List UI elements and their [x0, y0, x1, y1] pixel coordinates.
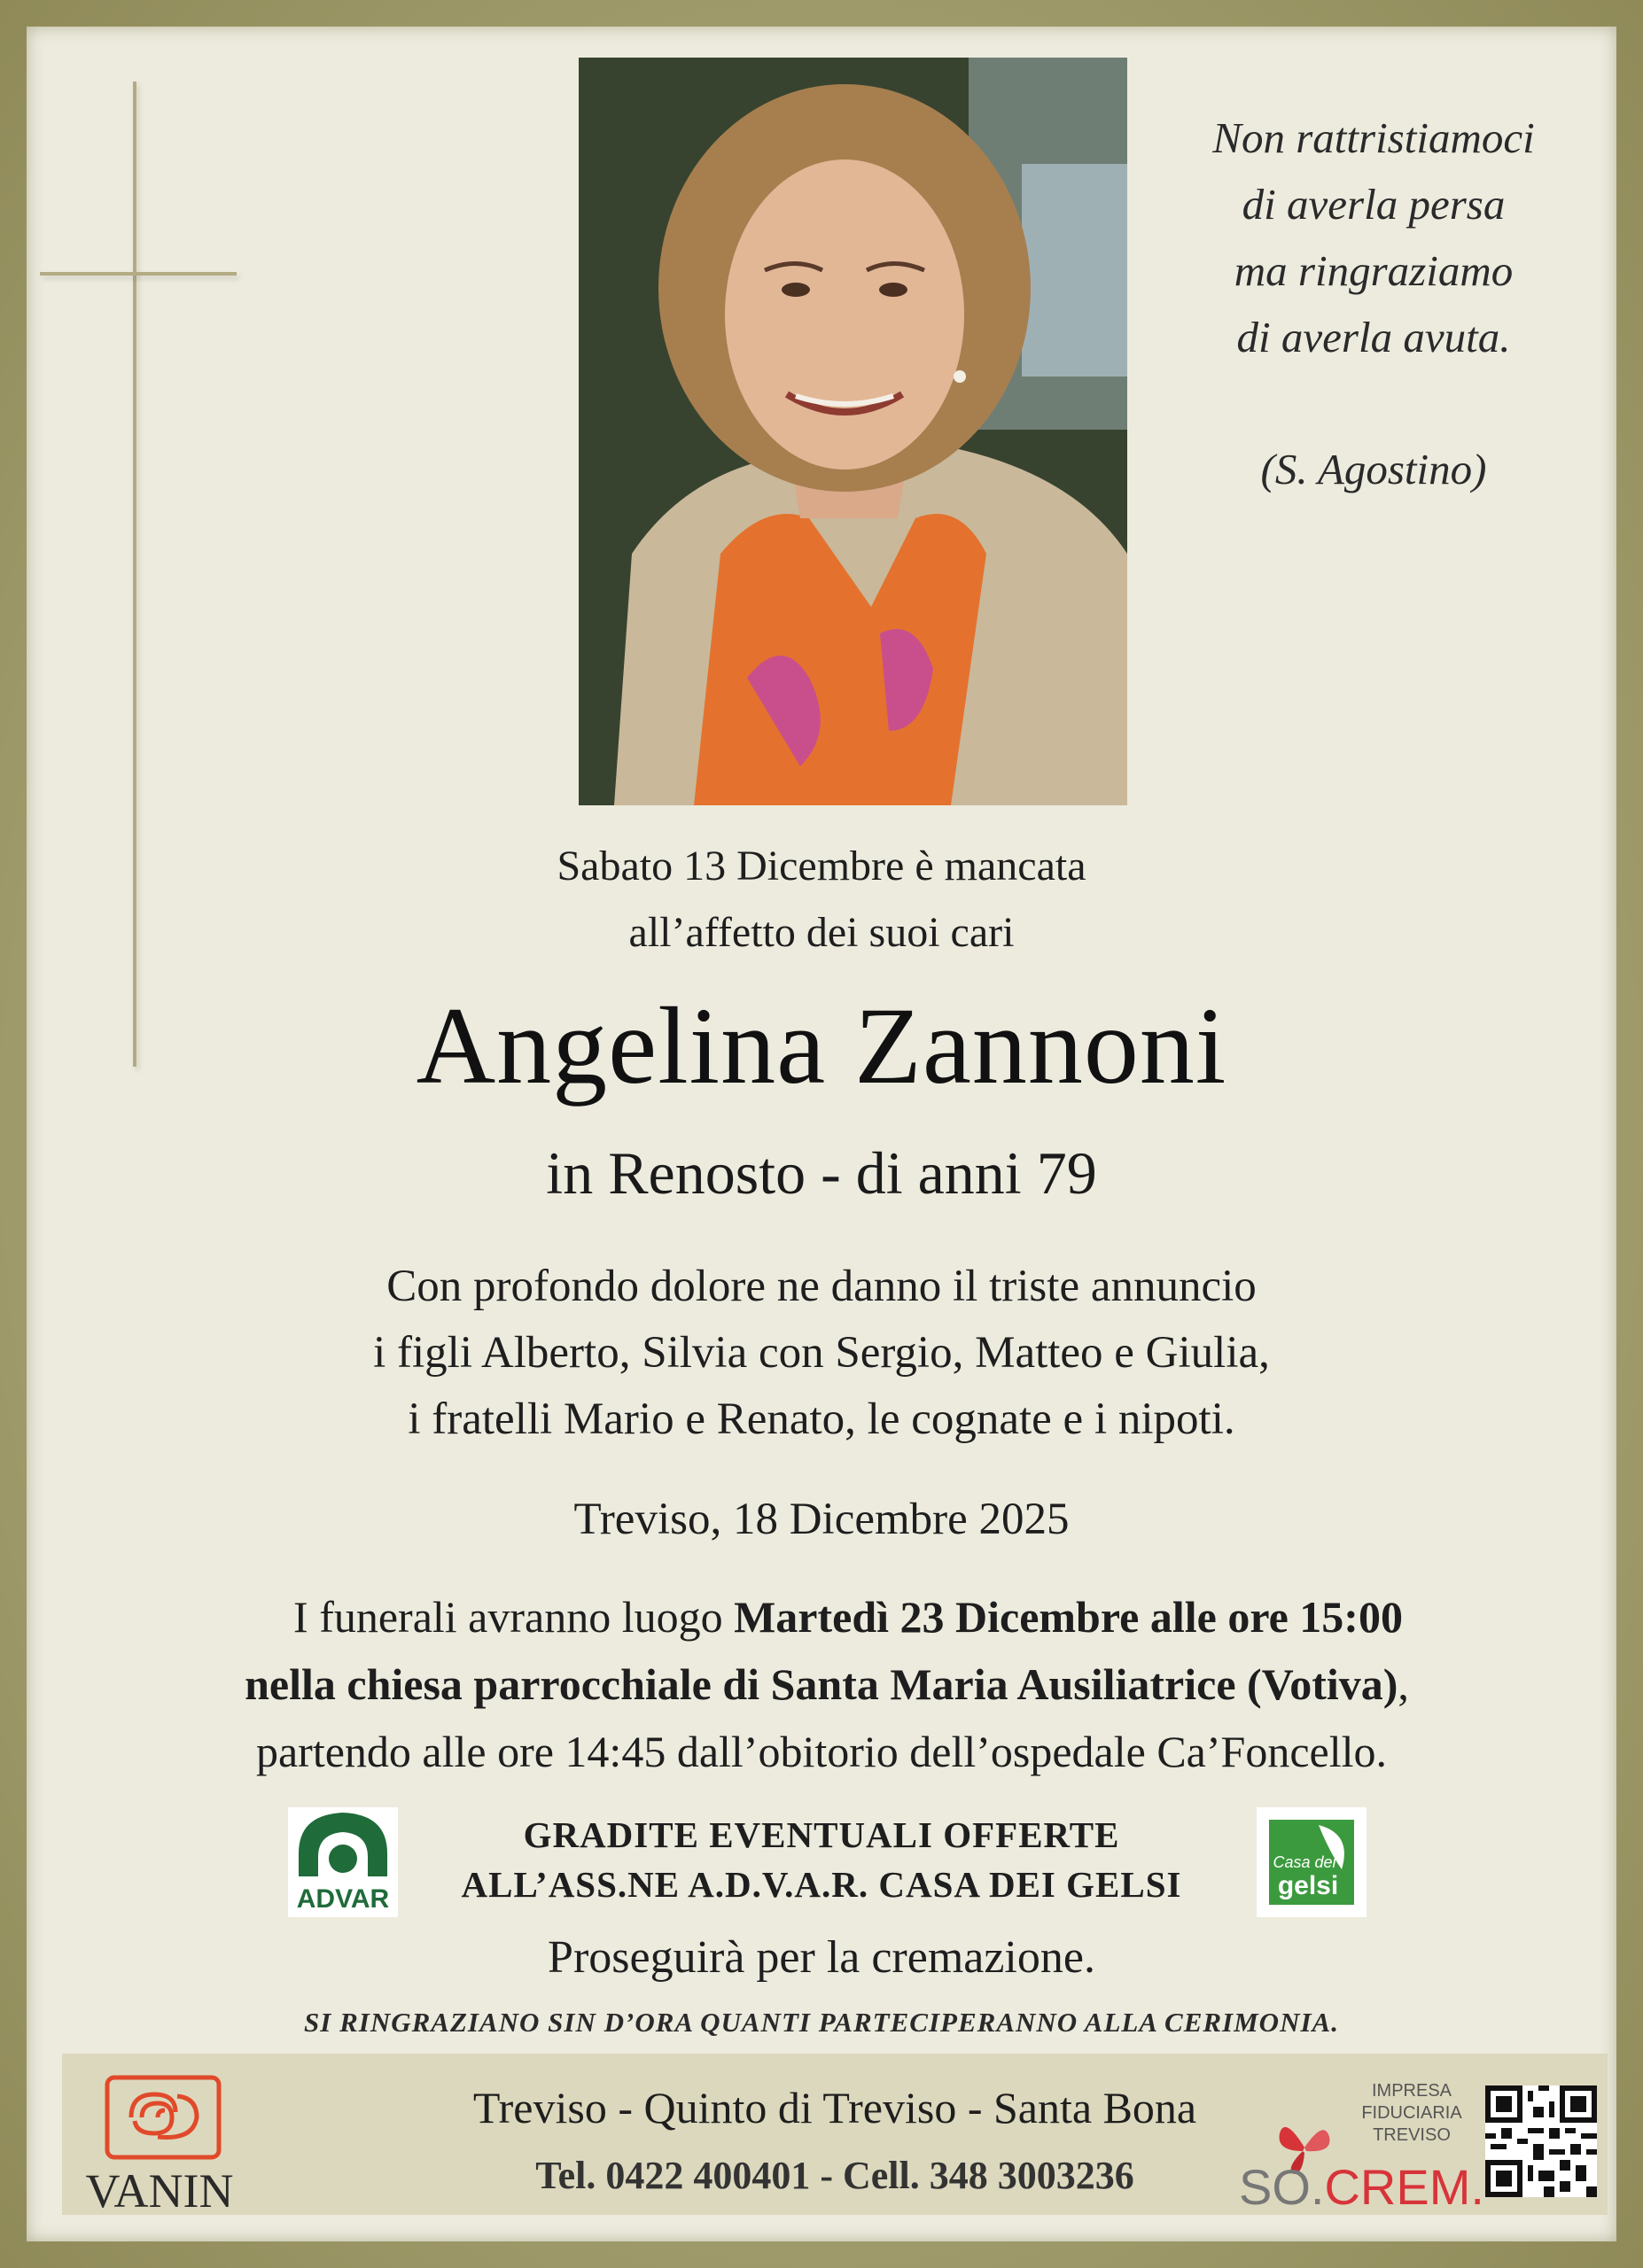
death-date-line: Sabato 13 Dicembre è mancata [557, 843, 1086, 889]
quote-line: ma ringraziamo [1234, 246, 1514, 295]
funeral-line-2 [5, 1651, 1643, 1718]
socrem-tagline [1354, 2080, 1469, 2147]
quote-line: di averla persa [1242, 180, 1506, 229]
socrem-tagline-line: TREVISO [1373, 2125, 1451, 2145]
advar-logo-text: ADVAR [296, 1884, 390, 1914]
qr-code-icon[interactable] [1485, 2085, 1597, 2202]
announcement-body [0, 1254, 1643, 1453]
cremation-note: Proseguirà per la cremazione. [548, 1932, 1095, 1983]
vanin-brand: VANIN [85, 2164, 234, 2218]
socrem-tagline-line: FIDUCIARIA [1361, 2103, 1462, 2123]
portrait-photo [579, 58, 1127, 805]
body-line: Con profondo dolore ne danno il triste annuncio [386, 1262, 1257, 1311]
funeral-date: Martedì 23 Dicembre alle ore 15:00 [734, 1592, 1403, 1642]
body-line: i figli Alberto, Silvia con Sergio, Matteo e Giulia, [373, 1328, 1270, 1378]
quote-line: di averla avuta. [1236, 313, 1511, 361]
offers-text [0, 1810, 1643, 1909]
socrem-crem: CREM. [1324, 2159, 1484, 2215]
quote-line: Non rattristiamoci [1212, 113, 1535, 162]
quote-author: (S. Agostino) [1260, 445, 1487, 493]
gelsi-logo-icon [1257, 1807, 1367, 1917]
funeral-line-3: partendo alle ore 14:45 dall’obitorio dell’ospedale Ca’Foncello. [255, 1727, 1387, 1776]
place-date: Treviso, 18 Dicembre 2025 [573, 1495, 1070, 1544]
gelsi-logo-text-1: Casa dei [1273, 1853, 1336, 1871]
funeral-text: I funerali avranno luogo [293, 1592, 735, 1642]
funeral-home-footer [62, 2054, 1608, 2218]
deceased-subtitle: in Renosto - di anni 79 [546, 1139, 1097, 1207]
socrem-logo [1239, 2158, 1484, 2216]
socrem-tagline-line: IMPRESA [1371, 2081, 1452, 2101]
socrem-so: SO. [1239, 2159, 1325, 2215]
quote-block [1143, 105, 1604, 502]
deceased-name: Angelina Zannoni [416, 985, 1227, 1107]
offers-line: ALL’ASS.NE A.D.V.A.R. CASA DEI GELSI [461, 1864, 1182, 1905]
body-line: i fratelli Mario e Renato, le cognate e i nipoti. [408, 1394, 1235, 1444]
funeral-church: nella chiesa parrocchiale di Santa Maria Ausiliatrice (Votiva) [245, 1659, 1398, 1709]
gelsi-logo-text-2: gelsi [1277, 1871, 1339, 1900]
offers-line: GRADITE EVENTUALI OFFERTE [523, 1814, 1120, 1855]
footer-address: Treviso - Quinto di Treviso - Santa Bona [472, 2083, 1197, 2132]
funeral-comma: , [1398, 1659, 1409, 1709]
death-date-line-2: all’affetto dei suoi cari [628, 909, 1015, 956]
funeral-line-1 [27, 1583, 1643, 1651]
cross-icon-bar [40, 272, 237, 276]
thanks-line: SI RINGRAZIANO SIN D’ORA QUANTI PARTECIPERANNO ALLA CERIMONIA. [304, 2007, 1339, 2038]
footer-phones: Tel. 0422 400401 - Cell. 348 3003236 [535, 2154, 1134, 2197]
